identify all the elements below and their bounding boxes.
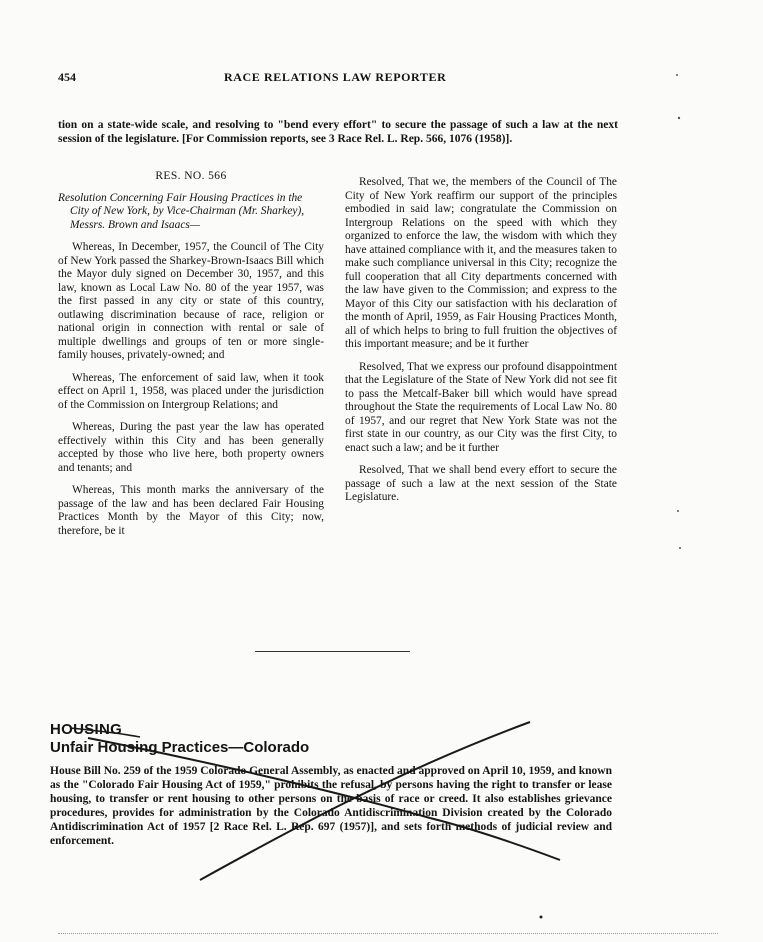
left-column — [58, 170, 324, 547]
speck-mark — [676, 74, 678, 76]
section-divider — [255, 651, 410, 652]
whereas-paragraph: Whereas, This month marks the anniversary of the passage of the law and has been declared Fair Housing Practices Month by the Mayor of this City; now, therefore, be it — [58, 484, 324, 537]
whereas-paragraph: Whereas, During the past year the law has operated effectively within this City and has been generally accepted by those who live here, both property owners and tenants; and — [58, 421, 324, 474]
section-heading: HOUSING — [50, 721, 123, 738]
whereas-paragraph: Whereas, The enforcement of said law, when it took effect on April 1, 1958, was placed under the jurisdiction of the Commission on Intergroup Relations; and — [58, 371, 324, 411]
page-number: 454 — [58, 70, 76, 84]
resolution-number: RES. NO. 566 — [155, 170, 227, 182]
speck-mark — [540, 916, 543, 919]
right-column — [345, 176, 617, 514]
resolved-paragraph: Resolved, That we express our profound disappointment that the Legislature of the State of New York did not see fit to pass the Metcalf-Baker bill which would have spread throughout the State the requirements of Local Law No. 80 of 1957, and our regret that New York State was not the first state in our country, as our City was the first City, to enact such a law; and be it further — [345, 360, 617, 454]
whereas-paragraph: Whereas, In December, 1957, the Council of The City of New York passed the Sharkey-Brown-Isaacs Bill which the Mayor duly signed on December 30, 1957, and this law, known as Local Law No. 80 of the year 1957, was the first passed in any city or state of this country, outlawing discrimination because of race, religion or national origin in connection with rental or sale of multiple dwellings and groups of ten or more single-family houses, privately-owned; and — [58, 241, 324, 361]
continuation-paragraph: tion on a state-wide scale, and resolving to "bend every effort" to secure the passage of such a law at the next session of the legislature. [For Commission reports, see 3 Race Rel. L. Rep. 566, 1076 (1958)]. — [58, 119, 618, 145]
page-bottom-edge — [58, 933, 718, 936]
bill-summary: House Bill No. 259 of the 1959 Colorado General Assembly, as enacted and approved on April 10, 1959, and known as the "Colorado Fair Housing Act of 1959," prohibits the refusal, by persons having the right to transfer or lease housing, to transfer or rent housing to other persons on the basis of race or creed. It also establishes grievance procedures, provides for administration by the Colorado Antidiscrimination Division created by the Colorado Antidiscrimination Act of 1957 [2 Race Rel. L. Rep. 697 (1957)], and sets forth methods of judicial review and enforcement. — [50, 765, 612, 847]
speck-mark — [677, 510, 679, 512]
resolved-paragraph: Resolved, That we, the members of the Council of The City of New York reaffirm our support of the principles embodied in said law; congratulate the Commission on Intergroup Relations on the speed with which they organized to enforce the law, the wisdom with which they have attained compliance with it, and the measures taken to make such compliance universal in this City; recognize the full cooperation that all City departments concerned with the law have given to the Commission; and express to the Mayor of this City our satisfaction with his declaration of the month of April, 1959, as Fair Housing Practices Month, all of which helps to bring to full fruition the objectives of this important measure; and be it further — [345, 176, 617, 350]
running-title: RACE RELATIONS LAW REPORTER — [224, 70, 447, 84]
speck-mark — [678, 117, 680, 119]
resolution-title: Resolution Concerning Fair Housing Practices in the City of New York, by Vice-Chairman (Mr. Sharkey), Messrs. Brown and Isaacs— — [58, 191, 305, 231]
speck-mark — [679, 547, 681, 549]
resolved-paragraph: Resolved, That we shall bend every effort to secure the passage of such a law at the next session of the State Legislature. — [345, 464, 617, 503]
section-subheading: Unfair Housing Practices—Colorado — [50, 739, 310, 756]
